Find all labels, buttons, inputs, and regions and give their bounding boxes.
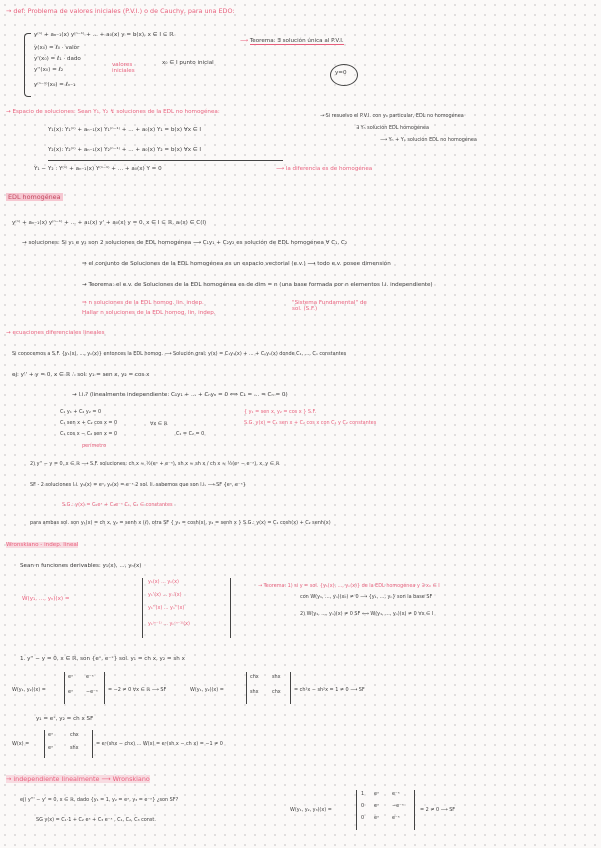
- ind-bar-l: [356, 790, 357, 830]
- ecsol-ej2c: S.G.: y(x) = C₁eˣ + C₂e⁻ˣ C₁, C₂ ∈ constantes: [62, 502, 173, 508]
- espacio-l1: Y₁(x): Y₁⁽ⁿ⁾ + aₙ₋₁(x) Y₁⁽ⁿ⁻¹⁾ + ... + a₀(x) Y₁ = b(x) ∀x ∈ I: [48, 127, 202, 133]
- ex-m2-1: shx: [272, 674, 281, 680]
- ex-m2-bar-l: [246, 672, 247, 704]
- ind-m8: e⁻ˣ: [392, 815, 400, 821]
- ecsol-li: → l.i.? (linealmente independiente: C₁y₁ + ... + Cₙyₙ = 0 ⟺ C₁ = ... = Cₙ = 0): [72, 392, 288, 398]
- espacio-l3: Y₁ − Y₂ : Y⁽ⁿ⁾ + aₙ₋₁(x) Y⁽ⁿ⁻¹⁾ + ... + a₀(x) Y = 0: [34, 166, 162, 172]
- edl-l2: ⇒ el conjunto de Soluciones de la EDL homogénea es un espacio vectorial (e.v.) ⟶ todo e.v. posee dimensión: [82, 261, 391, 267]
- ecsol-s4: perímetro: [82, 443, 107, 449]
- ecsol-s3: C₁ cos x − C₂ sen x = 0: [60, 431, 118, 437]
- pvi-valores: valores iniciales: [112, 62, 135, 75]
- espacio-side3: ⟶ Yₕ + Yₚ solución EDL no homogénea: [380, 137, 477, 143]
- ind-m0: 1: [361, 791, 365, 797]
- wr-bar-r: [230, 578, 231, 638]
- ecsol-s2: C₁ sen x + C₂ cos x = 0: [60, 420, 118, 426]
- ex-w1r: = −2 ≠ 0 ∀x ∈ ℝ ⟶ SF: [108, 687, 167, 693]
- wr-m1: y₁'(x) ... yₙ'(x): [148, 592, 182, 598]
- wr-m2: y₁''(x) ... yₙ''(x): [148, 605, 185, 611]
- ecsol-l1: Si conocemos a S.F. {y₁(x), ..., yₙ(x)} entonces la EDL homog. ⟶ Solución gral: y(x) = C₁y₁(x) + ... + Cₙyₙ(x) donde C₁, ..., Cₙ constantes: [12, 351, 347, 357]
- wr-l1: Sean n funciones derivables: y₁(x), ..., yₙ(x): [20, 563, 142, 569]
- ex-a: 1. y'' − y = 0, x ∈ ℝ, son {eˣ, e⁻ˣ} sol. y₁ = ch x, y₂ = sh x: [20, 656, 185, 662]
- edl-l1: → soluciones: Si y₁ e y₂ son 2 soluciones de EDL homogénea ⟶ C₁y₁ + C₂y₂ es solución de EDL homogénea ∀ C₁, C₂: [22, 240, 348, 246]
- ecsol-ej2b: SF - 2 soluciones l.i. y₁(x) = eˣ, y₂(x) = e⁻ˣ 2 sol. li. sabemos que son l.i. ⟶ SF {eˣ, e⁻ˣ}: [30, 482, 246, 488]
- ecsol-s5: ∀x ∈ ℝ: [150, 421, 168, 427]
- edl-l4a: ⇒ n soluciones de la EDL homog. lin. indep.: [82, 300, 204, 306]
- ex-m3-1: chx: [70, 732, 79, 738]
- ecsol-ej2: 2) y'' − y = 0, x ∈ ℝ ⟶ S.F. soluciones: ch x ≈ ½(eˣ + e⁻ˣ), sh x ≈ sh x / ch x ≈ ½(eˣ − e⁻ˣ), x, y ∈ ℝ: [30, 461, 280, 467]
- pvi-x0: x₀ ∈ I punto inicial: [162, 60, 214, 66]
- ex-b: y₁ = eˣ, y₂ = ch x SF: [36, 716, 94, 722]
- ex-m2-bar-r: [290, 672, 291, 704]
- ex-m1-1: e⁻ˣ: [86, 674, 94, 680]
- ex-m2-3: chx: [272, 689, 281, 695]
- ind-m5: −e⁻ˣ: [392, 803, 404, 809]
- ind-l2: SG y(x) = C₁·1 + C₂ eˣ + C₃ e⁻ˣ , C₁, C₂, C₃ const.: [36, 817, 156, 823]
- ind-m1: eˣ: [374, 791, 380, 797]
- ex-w2r: = ch²x − sh²x = 1 ≠ 0 ⟶ SF: [294, 687, 365, 693]
- wr-w: W(y₁, ..., yₙ)(x) =: [22, 596, 70, 602]
- ex-w1: W(y₁, y₂)(x) =: [12, 687, 46, 693]
- ecsol-s6: C₁ = C₂ = 0: [176, 431, 205, 437]
- pvi-brace: [24, 33, 31, 97]
- ex-w2: W(y₁, y₂)(x) =: [190, 687, 224, 693]
- ex-w3r: = eˣ(shx − chx) ... W(x) = eˣ(sh x − ch x) = −1 ≠ 0: [96, 741, 223, 747]
- ex-m1-bar-l: [64, 672, 65, 704]
- ex-m3-2: eˣ: [48, 745, 54, 751]
- espacio-l3b: ⟶ la diferencia es de homogénea: [276, 166, 373, 172]
- espacio-side2: ∃ Yₕ solución EDL homogénea: [356, 125, 430, 131]
- ex-m3-bar-l: [44, 730, 45, 758]
- ecsol-sf: { y₁ = sen x, y₂ = cos x } S.F.: [244, 409, 317, 415]
- espacio-rule: [48, 160, 283, 161]
- edl-eq: y⁽ⁿ⁾ + aₙ₋₁(x) y⁽ⁿ⁻¹⁾ + ... + a₁(x) y' + a₀(x) y = 0, x ∈ I ⊆ ℝ, aᵢ(x) ∈ C(I): [12, 220, 207, 226]
- pvi-circle-label: y=0: [335, 70, 347, 76]
- espacio-l2: Y₂(x): Y₂⁽ⁿ⁾ + aₙ₋₁(x) Y₂⁽ⁿ⁻¹⁾ + ... + a₀(x) Y₂ = b(x) ∀x ∈ I: [48, 147, 202, 153]
- ind-l1: ej) y''' − y' = 0, x ∈ ℝ, dado {y₁ = 1, y₂ = eˣ, y₃ = e⁻ˣ} ¿son SF?: [20, 797, 179, 803]
- pvi-eq1: y⁽ⁿ⁾ + aₙ₋₁(x) y⁽ⁿ⁻¹⁾ + ... + a₀(x) y = b(x), x ∈ I ⊆ ℝ: [34, 32, 174, 38]
- ecsol-ej1: ej: y'' + y = 0, x ∈ ℝ ∴ sol: y₁ = sen x, y₂ = cos x: [12, 372, 150, 378]
- espacio-side1: → Si resuelvo el P.V.I. con y₀ particular, EDL no homogénea: [320, 113, 464, 119]
- wr-bar-l: [142, 578, 143, 638]
- ind-m2: e⁻ˣ: [392, 791, 400, 797]
- wr-m0: y₁(x) ... yₙ(x): [148, 579, 179, 585]
- wr-head: Wronskiano - indep. lineal: [6, 542, 79, 548]
- ex-m1-2: eˣ: [68, 689, 74, 695]
- edl-l4b: Hallar n soluciones de la EDL homog. lin. indep.: [82, 310, 216, 316]
- espacio-head: → Espacio de soluciones: Sean Y₁, Y₂ ↯ soluciones de la EDL no homogénea:: [6, 109, 220, 115]
- ex-m2-0: chx: [250, 674, 259, 680]
- ex-m3-0: eˣ: [48, 732, 54, 738]
- ind-head: → independiente linealmente ⟶ Wronskiano: [6, 775, 150, 783]
- ex-w3: W(x) =: [12, 741, 30, 747]
- ind-m3: 0: [361, 803, 365, 809]
- ex-m3-3: shx: [70, 745, 79, 751]
- pvi-teorema: ⟶ Teorema: ∃ solución única al P.V.I.: [240, 38, 344, 44]
- ind-bar-r: [414, 790, 415, 830]
- ind-m6: 0: [361, 815, 365, 821]
- ex-m1-0: eˣ: [68, 674, 74, 680]
- wr-m3: y₁⁽ⁿ⁻¹⁾ ... yₙ⁽ⁿ⁻¹⁾(x): [148, 621, 190, 627]
- ind-w: W(y₁, y₂, y₃)(x) =: [290, 807, 332, 813]
- wr-t2: 2) W(y₁, ..., yₙ)(x) ≠ 0 SF ⟺ W(y₁, ..., yₙ)(x) ≠ 0 ∀x ∈ I: [300, 611, 434, 617]
- ecsol-s1: C₁ y₁ + C₂ y₂ = 0: [60, 409, 102, 415]
- ecsol-ej2d: para ambas sol. son y₁(x) = ch x, y₂ = senh x (ℓ), otra SF { y₁ = cosh(x), y₂ = senh x } S.G.: y(x) = C₁ cosh(x) + C₂ senh(x): [30, 520, 331, 526]
- wr-t1b: con W(y₁, ..., yₙ)(x₀) ≠ 0 ⟶ {y₁, ..., yₙ} son la base SF: [300, 594, 433, 600]
- pvi-eq5: y⁽ⁿ⁻¹⁾(x₀) = ℓₙ₋₁: [34, 82, 76, 88]
- ind-m7: eˣ: [374, 815, 380, 821]
- ex-m2-2: shx: [250, 689, 259, 695]
- wr-t1: → Teorema: 1) si y = sol. {y₁(x), ..., yₙ(x)} de la EDL homogénea y ∃ x₀ ∈ I: [258, 583, 440, 589]
- ecsol-head: → ecuaciones diferenciales lineales: [6, 330, 105, 336]
- pvi-eq3: y'(x₀) = ℓ₁ · dado: [34, 56, 81, 62]
- ex-m3-bar-r: [92, 730, 93, 758]
- edl-l3: → Teorema: el e.v. de Soluciones de la EDL homogénea es de dim = n (una base formada por n elementos l.i. independiente): [82, 282, 433, 288]
- ind-res: = 2 ≠ 0 ⟶ SF: [420, 807, 456, 813]
- page-title: → def: Problema de valores iniciales (P.V.I.) o de Cauchy, para una EDO:: [6, 7, 235, 15]
- edl-l4c: "Sistema Fundamental" de sol. (S.F.): [292, 300, 367, 313]
- pvi-eq4: y''(x₀) = ℓ₂: [34, 67, 64, 73]
- ind-m4: eˣ: [374, 803, 380, 809]
- pvi-eq2: y(x₀) = ℓ₀ · valor: [34, 45, 80, 51]
- ecsol-sg: S.G. y(x) = C₁ sen x + C₂ cos x con C₁ y C₂ constantes: [244, 420, 377, 426]
- ex-m1-bar-r: [104, 672, 105, 704]
- ex-m1-3: −e⁻ˣ: [86, 689, 98, 695]
- edl-head: EDL homogénea: [8, 193, 61, 201]
